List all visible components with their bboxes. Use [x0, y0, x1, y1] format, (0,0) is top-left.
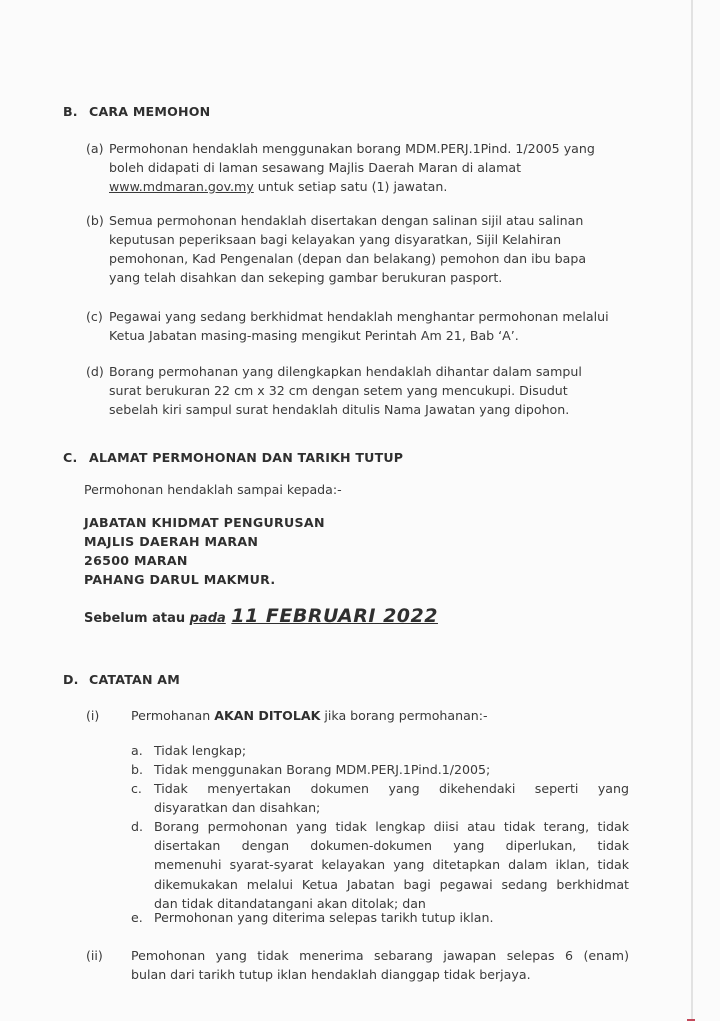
- item-line: Pegawai yang sedang berkhidmat hendaklah menghantar permohonan melalui: [109, 309, 609, 324]
- point-i-post: jika borang permohanan:-: [320, 708, 488, 723]
- sub-item-a: [131, 741, 629, 760]
- list-item-b: [86, 211, 632, 287]
- address-line: PAHANG DARUL MAKMUR.: [84, 572, 276, 587]
- address-line: JABATAN KHIDMAT PENGURUSAN: [84, 515, 325, 530]
- point-i-text: [131, 706, 629, 725]
- item-line: keputusan peperiksaan bagi kelayakan yang disyaratkan, Sijil Kelahiran: [109, 232, 562, 247]
- item-line: surat berukuran 22 cm x 32 cm dengan setem yang mencukupi. Disudut: [109, 383, 568, 398]
- sub-item-line: dikemukakan melalui Ketua Jabatan bagi pegawai sedang berkhidmat: [154, 876, 629, 892]
- address-intro: Permohonan hendaklah sampai kepada:-: [84, 482, 342, 497]
- item-line: boleh didapati di laman sesawang Majlis Daerah Maran di alamat: [109, 160, 522, 175]
- item-line: Semua permohonan hendaklah disertakan dengan salinan sijil atau salinan: [109, 213, 584, 228]
- website-link[interactable]: www.mdmaran.gov.my: [109, 179, 254, 194]
- closing-date: [84, 605, 438, 627]
- section-letter: C.: [63, 450, 78, 465]
- list-item-a: [86, 139, 632, 196]
- point-ii-text: [131, 946, 629, 984]
- item-label: (d): [86, 364, 104, 379]
- item-line: [109, 177, 632, 196]
- section-b-heading: [63, 104, 210, 119]
- item-label: (b): [86, 213, 104, 228]
- sub-item-d: [131, 817, 629, 913]
- sub-item-line: memenuhi syarat-syarat kelayakan yang ditetapkan dalam iklan, tidak: [154, 857, 629, 873]
- point-i-bold: AKAN DITOLAK: [214, 708, 321, 723]
- point-i-label: (i): [86, 708, 100, 723]
- sub-item-line: Borang permohonan yang tidak lengkap diisi atau tidak terang, tidak: [154, 819, 629, 834]
- sub-item-c: [131, 779, 629, 817]
- sub-item-line: Tidak menggunakan Borang MDM.PERJ.1Pind.1/2005;: [154, 762, 491, 777]
- sub-item-label: e.: [131, 910, 143, 925]
- page-edge-line: [691, 0, 693, 1021]
- sub-item-label: c.: [131, 781, 142, 796]
- deadline-date: 11 FEBRUARI 2022: [231, 605, 438, 627]
- section-letter: B.: [63, 104, 78, 119]
- sub-item-line: Tidak lengkap;: [154, 743, 247, 758]
- section-title: ALAMAT PERMOHONAN DAN TARIKH TUTUP: [89, 450, 404, 465]
- deadline-prefix: Sebelum atau: [84, 611, 190, 626]
- sub-item-line: Permohonan yang diterima selepas tarikh tutup iklan.: [154, 910, 494, 925]
- sub-item-line: Tidak menyertakan dokumen yang dikehendaki seperti yang: [154, 781, 629, 796]
- item-label: (a): [86, 141, 104, 156]
- section-c-heading: [63, 450, 403, 465]
- point-ii-line: bulan dari tarikh tutup iklan hendaklah dianggap tidak berjaya.: [131, 967, 531, 982]
- sub-item-label: a.: [131, 743, 143, 758]
- item-line: pemohonan, Kad Pengenalan (depan dan belakang) pemohon dan ibu bapa: [109, 251, 587, 266]
- address-line: MAJLIS DAERAH MARAN: [84, 534, 259, 549]
- point-ii-label: (ii): [86, 948, 103, 963]
- address-line: 26500 MARAN: [84, 553, 188, 568]
- item-line: Borang permohanan yang dilengkapkan hendaklah dihantar dalam sampul: [109, 364, 582, 379]
- section-title: CATATAN AM: [89, 672, 180, 687]
- sub-item-b: [131, 760, 629, 779]
- deadline-pada: pada: [189, 611, 226, 626]
- item-label: (c): [86, 309, 103, 324]
- item-line-tail: untuk setiap satu (1) jawatan.: [253, 179, 448, 194]
- section-title: CARA MEMOHON: [89, 104, 211, 119]
- point-i-pre: Permohanan: [131, 708, 215, 723]
- item-line: yang telah disahkan dan sekeping gambar berukuran pasport.: [109, 270, 503, 285]
- list-item-d: [86, 362, 632, 419]
- section-letter: D.: [63, 672, 79, 687]
- sub-item-e: [131, 908, 629, 927]
- sub-item-line: disertakan dengan dokumen-dokumen yang diperlukan, tidak: [154, 838, 629, 854]
- sub-item-line: dan tidak ditandatangani akan ditolak; dan: [154, 895, 426, 911]
- sub-item-label: d.: [131, 819, 143, 834]
- section-d-heading: [63, 672, 180, 687]
- item-line: Permohonan hendaklah menggunakan borang MDM.PERJ.1Pind. 1/2005 yang: [109, 141, 595, 156]
- item-line: Ketua Jabatan masing-masing mengikut Perintah Am 21, Bab ‘A’.: [109, 328, 519, 343]
- list-item-c: [86, 307, 632, 345]
- point-ii-line: Pemohonan yang tidak menerima sebarang jawapan selepas 6 (enam): [131, 948, 629, 963]
- item-line: sebelah kiri sampul surat hendaklah ditulis Nama Jawatan yang dipohon.: [109, 402, 570, 417]
- sub-item-label: b.: [131, 762, 143, 777]
- sub-item-line: disyaratkan dan disahkan;: [154, 800, 321, 816]
